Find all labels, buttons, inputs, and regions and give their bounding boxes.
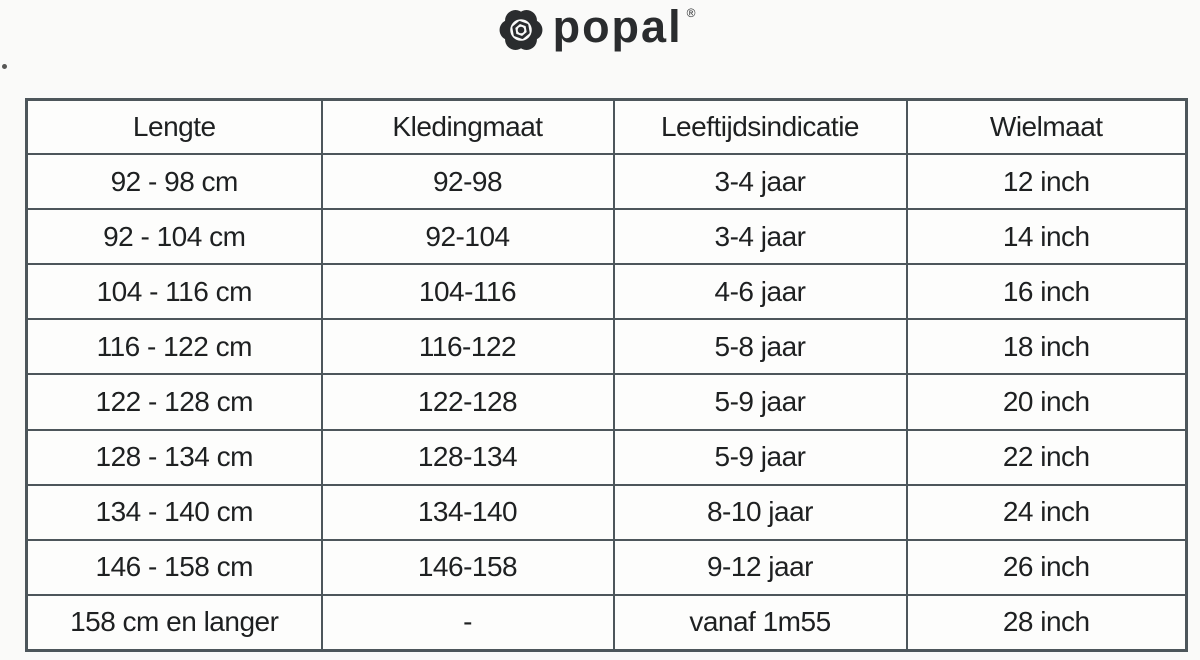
cell-lengte: 128 - 134 cm bbox=[27, 430, 322, 485]
cell-wielmaat: 12 inch bbox=[907, 154, 1187, 209]
table-row bbox=[27, 209, 1187, 264]
cell-leeftijd: 3-4 jaar bbox=[614, 209, 907, 264]
size-table bbox=[25, 98, 1188, 652]
cell-kledingmaat: 92-98 bbox=[322, 154, 614, 209]
cell-lengte: 92 - 104 cm bbox=[27, 209, 322, 264]
speck-artifact bbox=[2, 64, 7, 69]
cell-kledingmaat: 104-116 bbox=[322, 264, 614, 319]
table-header-row bbox=[27, 100, 1187, 155]
cell-kledingmaat: 122-128 bbox=[322, 374, 614, 429]
cell-lengte: 134 - 140 cm bbox=[27, 485, 322, 540]
column-header-kledingmaat: Kledingmaat bbox=[322, 100, 614, 155]
cell-wielmaat: 18 inch bbox=[907, 319, 1187, 374]
cell-kledingmaat: 134-140 bbox=[322, 485, 614, 540]
cell-kledingmaat: - bbox=[322, 595, 614, 651]
cell-wielmaat: 24 inch bbox=[907, 485, 1187, 540]
table-row bbox=[27, 319, 1187, 374]
cell-wielmaat: 22 inch bbox=[907, 430, 1187, 485]
registered-trademark-icon: ® bbox=[686, 6, 696, 20]
table-row bbox=[27, 540, 1187, 595]
popal-flower-icon bbox=[499, 8, 543, 52]
cell-wielmaat: 20 inch bbox=[907, 374, 1187, 429]
cell-leeftijd: 8-10 jaar bbox=[614, 485, 907, 540]
cell-kledingmaat: 116-122 bbox=[322, 319, 614, 374]
table-row bbox=[27, 264, 1187, 319]
column-header-wielmaat: Wielmaat bbox=[907, 100, 1187, 155]
cell-kledingmaat: 92-104 bbox=[322, 209, 614, 264]
cell-lengte: 146 - 158 cm bbox=[27, 540, 322, 595]
cell-wielmaat: 16 inch bbox=[907, 264, 1187, 319]
cell-lengte: 158 cm en langer bbox=[27, 595, 322, 651]
cell-kledingmaat: 128-134 bbox=[322, 430, 614, 485]
cell-lengte: 104 - 116 cm bbox=[27, 264, 322, 319]
cell-kledingmaat: 146-158 bbox=[322, 540, 614, 595]
cell-lengte: 92 - 98 cm bbox=[27, 154, 322, 209]
brand-logo bbox=[0, 0, 1200, 58]
column-header-leeftijdsindicatie: Leeftijdsindicatie bbox=[614, 100, 907, 155]
column-header-lengte: Lengte bbox=[27, 100, 322, 155]
cell-leeftijd: 5-8 jaar bbox=[614, 319, 907, 374]
cell-leeftijd: 9-12 jaar bbox=[614, 540, 907, 595]
cell-lengte: 122 - 128 cm bbox=[27, 374, 322, 429]
table-row bbox=[27, 485, 1187, 540]
table-row bbox=[27, 374, 1187, 429]
cell-leeftijd: 5-9 jaar bbox=[614, 374, 907, 429]
table-row bbox=[27, 430, 1187, 485]
cell-wielmaat: 28 inch bbox=[907, 595, 1187, 651]
cell-lengte: 116 - 122 cm bbox=[27, 319, 322, 374]
cell-wielmaat: 26 inch bbox=[907, 540, 1187, 595]
cell-wielmaat: 14 inch bbox=[907, 209, 1187, 264]
brand-name: popal bbox=[552, 0, 683, 52]
cell-leeftijd: vanaf 1m55 bbox=[614, 595, 907, 651]
table-row bbox=[27, 595, 1187, 651]
cell-leeftijd: 5-9 jaar bbox=[614, 430, 907, 485]
cell-leeftijd: 4-6 jaar bbox=[614, 264, 907, 319]
table-row bbox=[27, 154, 1187, 209]
cell-leeftijd: 3-4 jaar bbox=[614, 154, 907, 209]
